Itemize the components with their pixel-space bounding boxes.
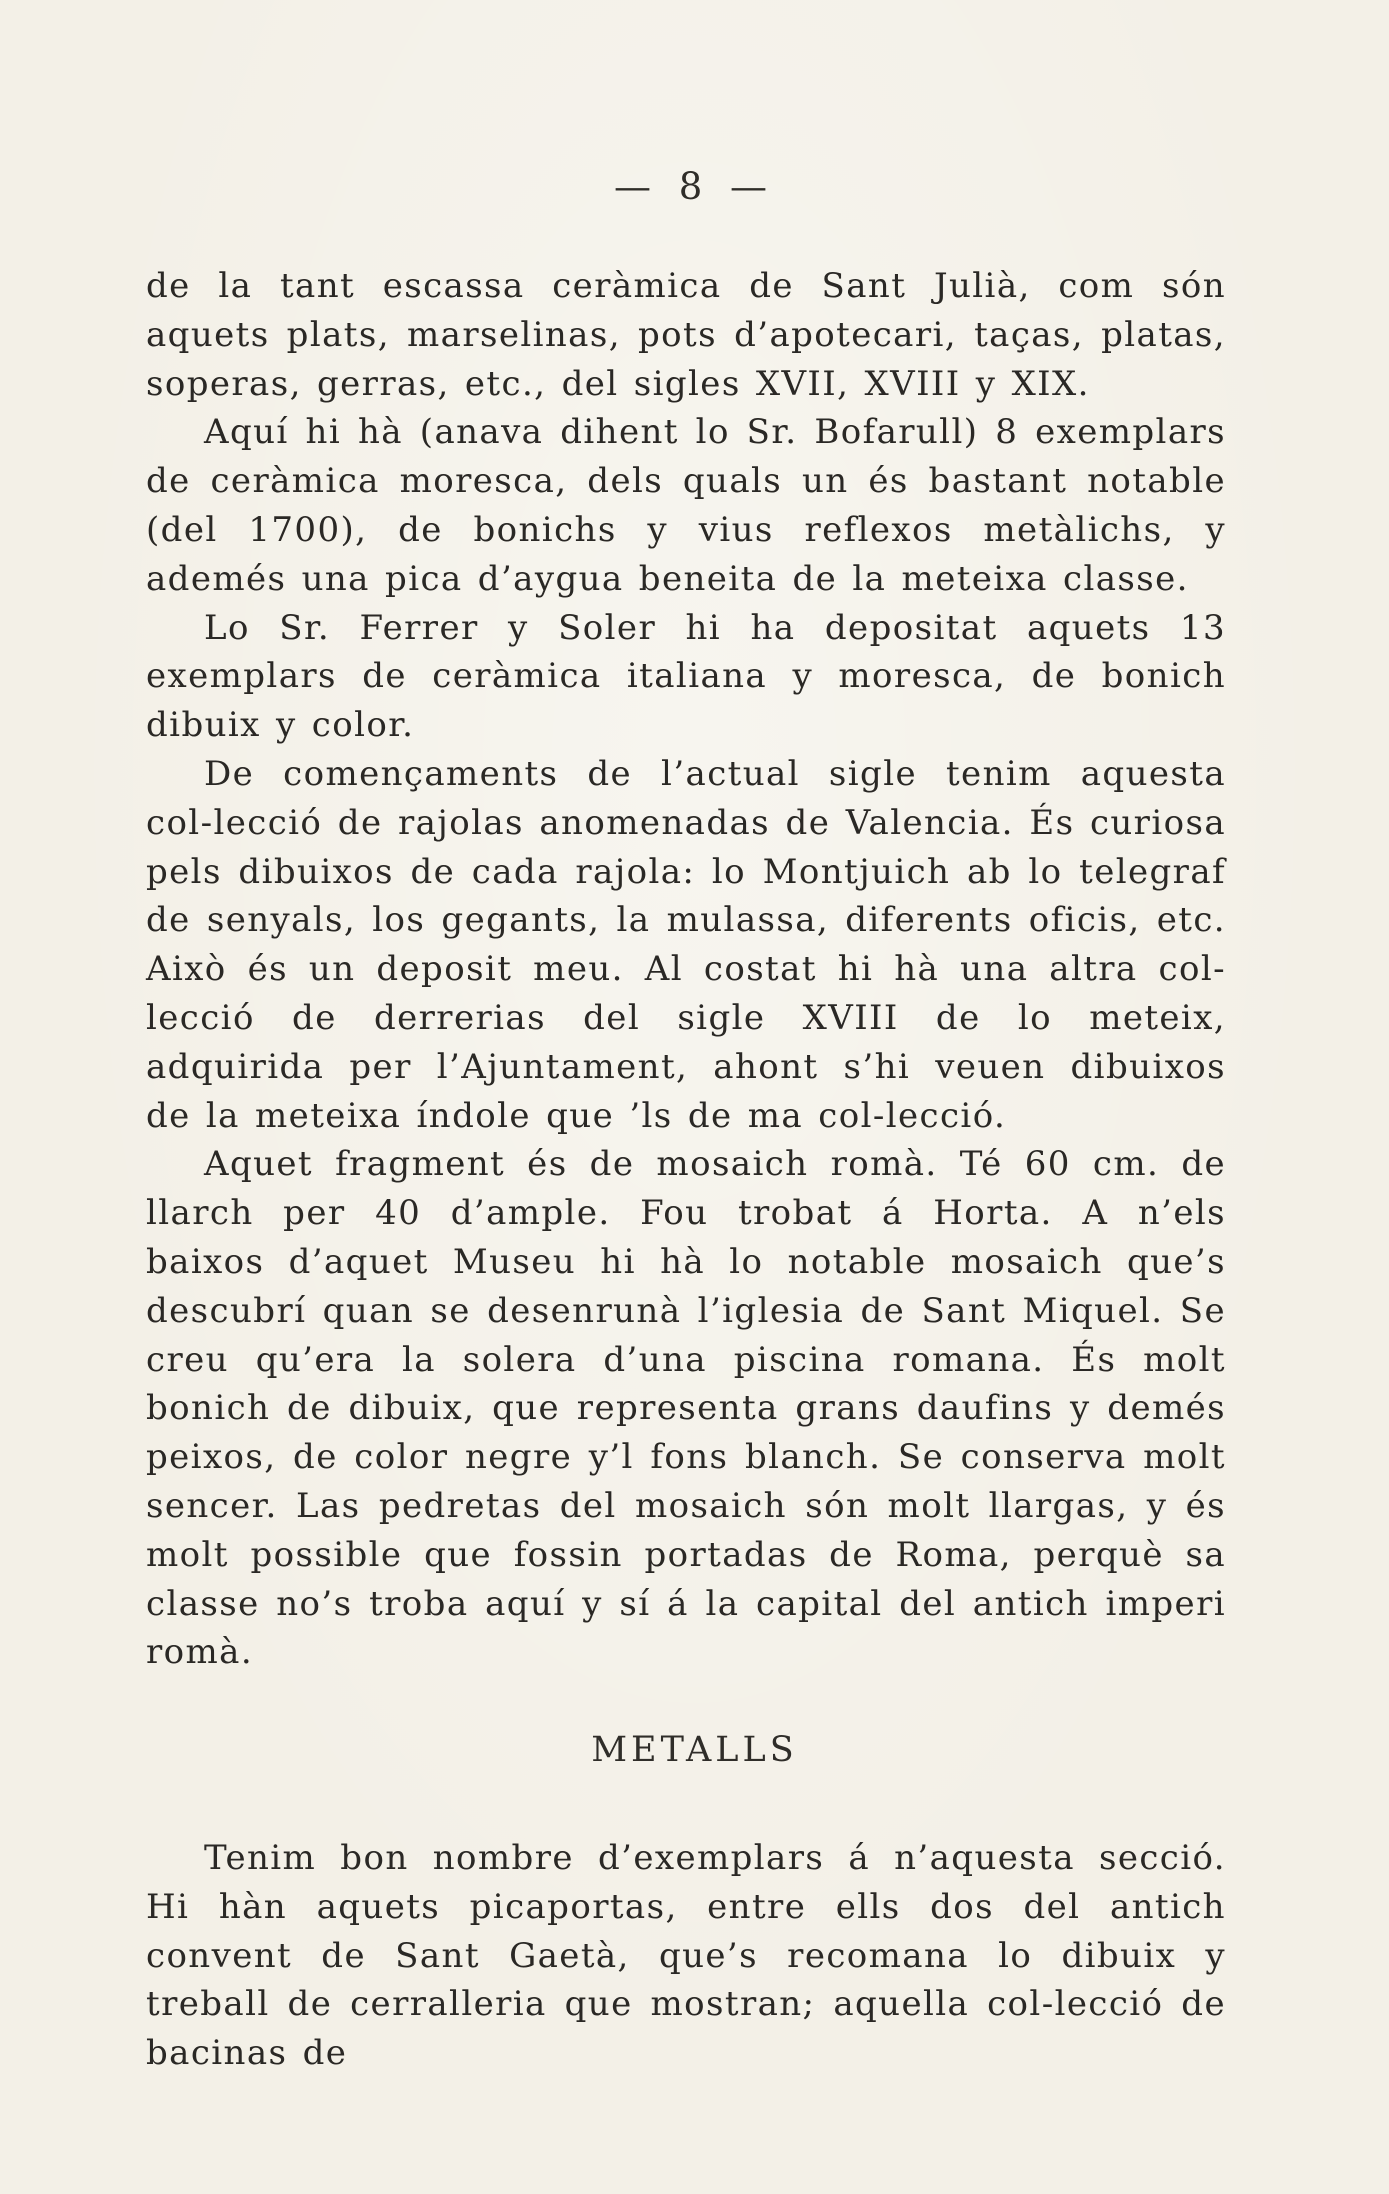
- page-number: — 8 —: [613, 165, 776, 208]
- paragraph-moorish-ceramics: Aquí hi hà (anava dihent lo Sr. Bofarull) 8 exemplars de ceràmica moresca, dels quals un és bastant notable (del 1700), de bonichs y vius reflexos metàlichs, y ademés una pica d’aygua beneita de la meteixa classe.: [146, 412, 1226, 599]
- paragraph-ceramics-continuation: de la tant escassa ceràmica de Sant Julià, com són aquets plats, marselinas, pots d’apotecari, taças, platas, soperas, gerras, etc., del sigles XVII, XVIII y XIX.: [146, 266, 1226, 404]
- main-text-block: [146, 262, 1226, 1677]
- paragraph-roman-mosaic: Aquet fragment és de mosaich romà. Té 60 cm. de llarch per 40 d’ample. Fou trobat á Horta. A n’els baixos d’aquet Museu hi hà lo notable mosaich que’s descubrí quan se desenrunà l’iglesia de Sant Miquel. Se creu qu’era la solera d’una piscina romana. És molt bonich de dibuix, que representa grans daufins y demés peixos, de color negre y’l fons blanch. Se conserva molt sencer. Las pedretas del mosaich són molt llargas, y és molt possible que fossin portadas de Roma, perquè sa classe no’s troba aquí y sí á la capital del antich imperi romà.: [146, 1144, 1226, 1673]
- paragraph-italian-moorish-ceramics: Lo Sr. Ferrer y Soler hi ha depositat aquets 13 exemplars de ceràmica italiana y moresca, de bonich dibuix y color.: [146, 607, 1226, 746]
- paragraph-metals: Tenim bon nombre d’exemplars á n’aquesta secció. Hi hàn aquets picaportas, entre ells dos del antich convent de Sant Gaetà, que’s recomana lo dibuix y treball de cerralleria que mostran; aquella col-lecció de bacinas de: [146, 1838, 1226, 2074]
- metals-text-block: [146, 1834, 1226, 2078]
- metals-section-heading: METALLS: [591, 1730, 798, 1770]
- paragraph-valencia-tiles: De començaments de l’actual sigle tenim aquesta col-lecció de rajolas anomenadas de Valencia. És curiosa pels dibuixos de cada rajola: lo Montjuich ab lo telegraf de senyals, los gegants, la mulassa, diferents oficis, etc. Això és un deposit meu. Al costat hi hà una altra col-lecció de derrerias del sigle XVIII de lo meteix, adquirida per l’Ajuntament, ahont s’hi veuen dibuixos de la meteixa índole que ’ls de ma col-lecció.: [146, 753, 1226, 1136]
